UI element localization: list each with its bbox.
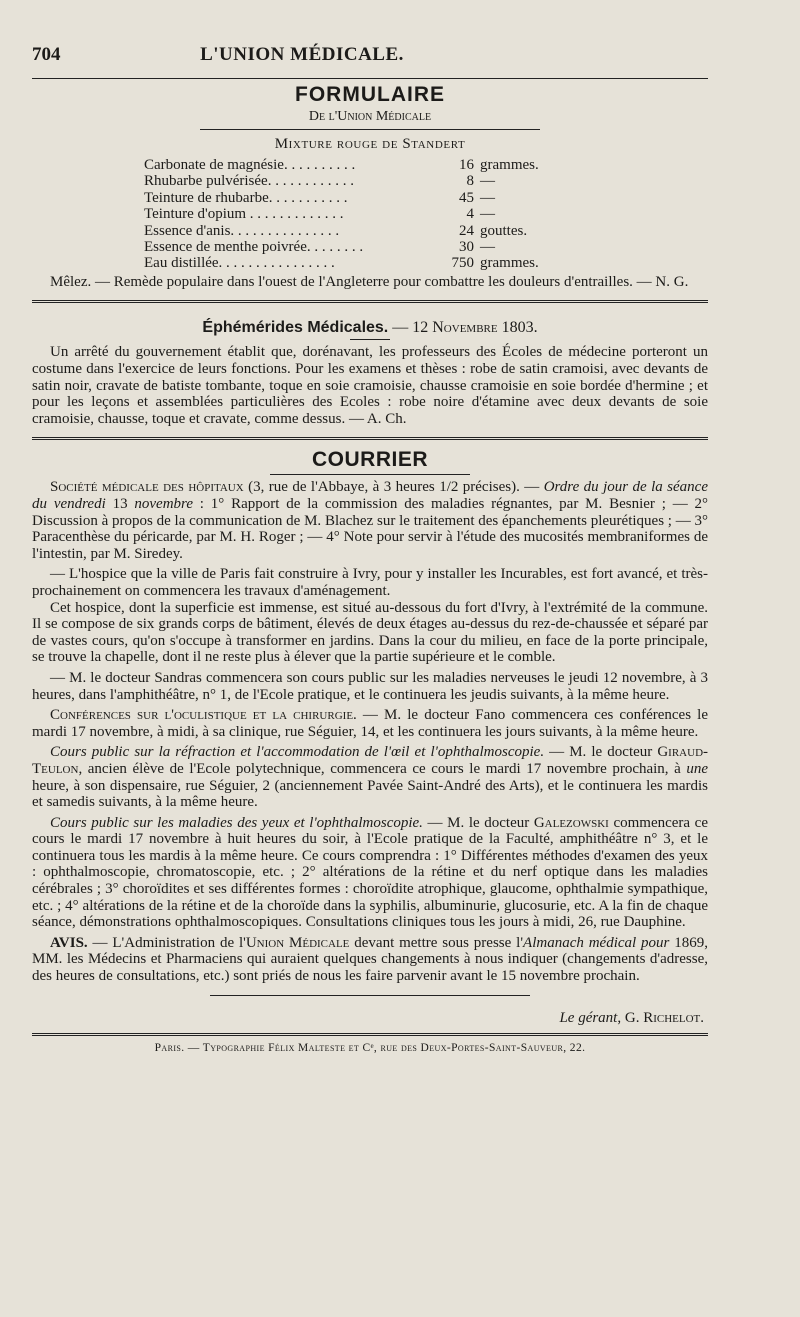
ephemerides-date: — 12 Novembre 1803. — [392, 319, 538, 337]
signature-name: , G. Richelot. — [617, 1009, 704, 1026]
ingredient-unit: — — [480, 239, 495, 256]
formulaire-title: FORMULAIRE — [295, 83, 445, 106]
text-run: devant mettre sous presse l' — [349, 934, 524, 951]
person-name: Galezowski — [533, 814, 609, 831]
ephemerides-title: Éphémérides Médicales. — [202, 319, 389, 337]
ephemerides-heading — [32, 319, 708, 337]
ingredient-qty: 24 — [459, 222, 474, 239]
text-run: commencera ce cours le mardi 17 novembre à huit heures du soir, à l'Ecole pratique de la Faculté, amphithéâtre n° 3, et le continuera tous les mardis à la même heure. Ce cours comprendra : 1° Différentes méthodes d'examen des yeux : ophthalmoscopie, chromatoscopie, etc. ; 2° altérations de la rétine et du nerf optique dans les maladies cérébrales ; 3° choroïdites et ses différentes formes : choroïdite atrophique, glaucome, ophthalmie sympathique, etc. ; 4° altérations de la rétine et de la choroïde dans la syphilis, albuminurie, glucosurie, etc. A la fin de chaque séance, démonstrations ophthalmoscopiques. Consultations cliniques tous les jours à midi, 26, rue Dauphine. — [32, 814, 708, 931]
society-name: Société médicale des hôpitaux — [50, 479, 244, 496]
text-run: : 1° Rapport de la commission des maladies régnantes, par M. Besnier ; — 2° Discussion à propos de la communication de M. Blachez sur le traitement des épanchements pleurétiques ; — 3° Paracenthèse du péricarde, par M. H. Roger ; — 4° Note pour servir à l'étude des mucosités membraniformes de l'intestin, par M. Siredey. — [32, 496, 709, 562]
ingredient-qty: 8 — [466, 173, 474, 190]
notice-label: AVIS. — [50, 934, 88, 951]
ingredient-row — [144, 206, 708, 222]
text-run: — M. le docteur Fano commencera ces conférences le mardi 17 novembre, à midi, à sa clinique, rue Séguier, 14, et les continuera les jours suivants, à la même heure. — [32, 707, 708, 740]
courrier-paragraph-1 — [32, 479, 708, 562]
ingredient-row — [144, 157, 708, 173]
ingredient-row — [144, 239, 708, 255]
courrier-rule — [270, 474, 470, 475]
ingredient-name: Eau distillée. . . . . . . . . . . . . . . . — [144, 255, 335, 272]
header-rule — [32, 78, 708, 79]
text-run: (3, rue de l'Abbaye, à 3 heures 1/2 précises). — — [243, 479, 544, 496]
journal-name: Union Médicale — [245, 934, 350, 951]
ingredient-qty: 30 — [459, 239, 474, 256]
text-run: 1869, MM. les Médecins et Pharmaciens qui auraient quelques changements à nous indiquer (changements d'adresse, des heures de consultations, etc.) sont priés de nous les faire parvenir avant le 15 novembre prochain. — [32, 934, 708, 985]
ingredient-row — [144, 255, 708, 271]
formulaire-subtitle: De l'Union Médicale — [308, 109, 432, 124]
recipe-ingredients — [144, 157, 708, 272]
printer-imprint: Paris. — Typographie Félix Malteste et Cᵉ, rue des Deux-Portes-Saint-Sauveur, 22. — [154, 1041, 586, 1054]
conference-title: Conférences sur l'oculistique et la chirurgie. — [50, 707, 357, 724]
ephemerides-text: Un arrêté du gouvernement établit que, dorénavant, les professeurs des Écoles de médecine porteront un costume dans l'exercice de leurs fonctions. Pour les examens et thèses : robe de satin cramoisi, avec devants de satin noir, cravate de batiste tombante, toque en soie cramoisie, chausse cramoisie en soie bordée d'hermine ; et pour les leçons et assemblées particulières des Ecoles : robe noire d'étamine avec deux devants de soie cramoisie, chausse, toque et cravate, comme dessus. — A. Ch. — [32, 344, 708, 427]
ingredient-qty: 16 — [459, 157, 474, 173]
text-run: — L'Administration de l' — [87, 934, 246, 951]
text-run: — M. le docteur — [544, 744, 658, 761]
ingredient-name: Essence d'anis. . . . . . . . . . . . . . . — [144, 222, 340, 239]
ingredient-row — [144, 173, 708, 189]
text-run: 13 — [105, 496, 135, 512]
ingredient-unit: gouttes. — [480, 222, 528, 239]
recipe-title: Mixture rouge de Standert — [274, 136, 466, 152]
recipe-note: Mêlez. — Remède populaire dans l'ouest de l'Angleterre pour combattre les douleurs d'entrailles. — N. G. — [50, 273, 689, 290]
text-run: — M. le docteur — [422, 814, 534, 831]
italic-run: Cours public sur la réfraction et l'accommodation de l'œil et l'ophthalmoscopie. — [50, 744, 545, 761]
courrier-paragraph-6 — [32, 744, 708, 810]
courrier-paragraph-8 — [32, 935, 708, 985]
italic-run: Almanach médical pour — [523, 934, 670, 951]
journal-title: L'UNION MÉDICALE. — [200, 44, 404, 65]
ingredient-unit: — — [480, 173, 495, 190]
signature-role: Le gérant — [559, 1009, 618, 1026]
ingredient-qty: 4 — [466, 206, 474, 223]
running-head — [32, 44, 708, 74]
ingredient-name: Teinture de rhubarbe. . . . . . . . . . . — [144, 189, 348, 206]
courrier-paragraph-4: — M. le docteur Sandras commencera son cours public sur les maladies nerveuses le jeudi 12 novembre, à 3 heures, dans l'amphithéâtre, n° 1, de l'Ecole pratique, et le continuera les jeudis suivants, à la même heure. — [32, 669, 708, 703]
ingredient-row — [144, 223, 708, 239]
courrier-title: COURRIER — [311, 448, 428, 472]
signature — [32, 1010, 708, 1027]
ingredient-unit: — — [480, 206, 495, 223]
courrier-paragraph-3: Cet hospice, dont la superficie est immense, est situé au-dessous du fort d'Ivry, à l'extrémité de la commune. Il se compose de six grands corps de bâtiment, élevés de deux étages au-dessus du rez-de-chaussée et séparé par de vastes cours, qu'on s'occupe à transformer en jardins. Dans la cour du milieu, en face de la porte principale, se trouve la chapelle, dont il ne reste plus à élever que la partie supérieure et le comble. — [32, 599, 708, 666]
italic-run: Ordre du jour de la séance du vendredi — [32, 479, 708, 512]
person-name: Giraud-Teulon — [32, 744, 709, 777]
ingredient-qty: 45 — [459, 189, 474, 206]
ingredient-qty: 750 — [451, 255, 474, 272]
ephemerides-rule — [350, 339, 390, 340]
ingredient-unit: — — [480, 189, 495, 206]
text-run: , ancien élève de l'Ecole polytechnique, commencera ce cours le mardi 17 novembre prochain, à — [78, 760, 687, 777]
section-rule — [32, 300, 708, 303]
ingredient-name: Rhubarbe pulvérisée. . . . . . . . . . . . — [144, 173, 354, 190]
italic-run: novembre — [134, 496, 193, 512]
courrier-paragraph-7 — [32, 815, 708, 931]
formulaire-rule — [200, 129, 540, 130]
page-number: 704 — [32, 44, 61, 65]
ingredient-name: Carbonate de magnésie. . . . . . . . . . — [144, 157, 356, 173]
italic-run: Cours public sur les maladies des yeux et l'ophthalmoscopie. — [50, 814, 423, 831]
footer-rule — [32, 1033, 708, 1036]
italic-run: une — [686, 760, 708, 777]
ingredient-unit: grammes. — [480, 157, 539, 173]
courrier-paragraph-2: — L'hospice que la ville de Paris fait construire à Ivry, pour y installer les Incurables, est fort avancé, et très-prochainement on commencera les travaux d'aménagement. — [32, 566, 708, 599]
ingredient-row — [144, 190, 708, 206]
section-rule — [32, 437, 708, 440]
ingredient-name: Essence de menthe poivrée. . . . . . . . — [144, 239, 364, 256]
ingredient-unit: grammes. — [480, 255, 539, 272]
closing-rule — [210, 995, 530, 996]
courrier-paragraph-5 — [32, 707, 708, 740]
text-run: heure, à son dispensaire, rue Séguier, 2 (anciennement Pavée Saint-André des Arts), et le continuera les mardis et samedis suivants, à la même heure. — [32, 777, 708, 811]
ingredient-name: Teinture d'opium . . . . . . . . . . . . . — [144, 206, 344, 223]
